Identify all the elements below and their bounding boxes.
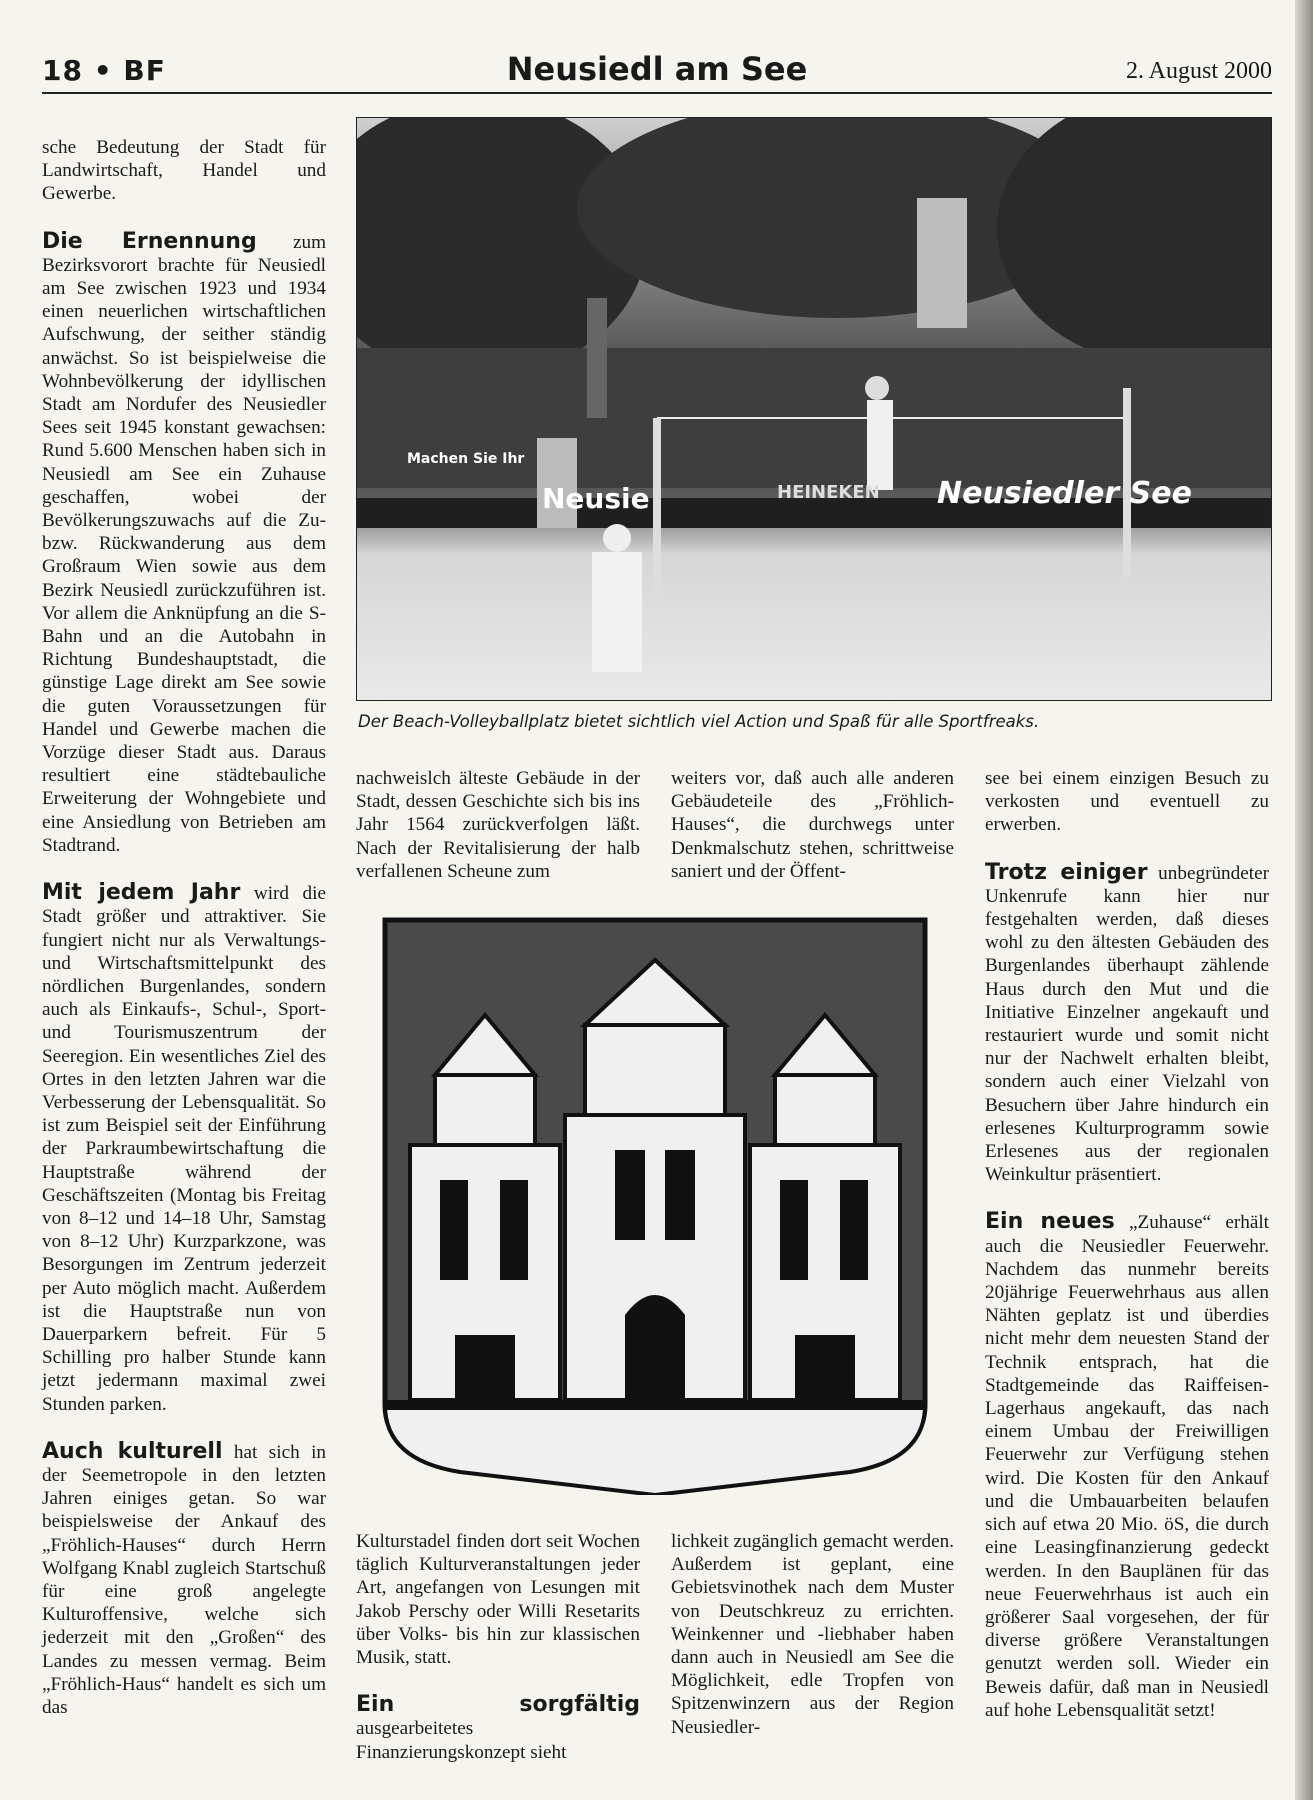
paragraph: Kulturstadel finden dort seit Wochen täglich Kulturveranstaltungen jeder Art, angefangen von Lesungen mit Jakob Perschy oder Willi Resetarits über Volks- bis hin zur klassischen Musik, statt. <box>356 1531 640 1669</box>
lead-in: Die Ernennung <box>42 228 257 254</box>
paragraph: sche Bedeutung der Stadt für Landwirtschaft, Handel und Gewerbe. <box>42 137 326 205</box>
section-title: Neusiedl am See <box>506 50 808 88</box>
sign-text-right: Neusiedler See <box>937 476 1192 511</box>
sign-text-left: Neusie <box>542 482 650 515</box>
column-2-top: nachweislch älteste Gebäude in der Stadt, dessen Geschichte sich bis ins Jahr 1564 zurückverfolgen läßt. Nach der Revitalisierung der halb verfallenen Scheune zum <box>356 768 640 882</box>
photo-caption: Der Beach-Volleyballplatz bietet sichtlich viel Action und Spaß für alle Sportfreaks. <box>358 712 1040 731</box>
paragraph: Trotz einiger unbegründeter Unkenrufe kann hier nur festgehalten werden, daß dieses wohl zu den ältesten Gebäuden des Burgenlandes überhaupt zählende Haus durch den Mut und die Initiative Einzelner angekauft und restauriert wurde und somit nicht nur der Nachwelt erhalten bleibt, sondern auch einer Vielzahl von Besuchern über Jahre hindurch ein erlesenes Kulturprogramm sowie Erlesenes aus der regionalen Weinkultur präsentiert. <box>985 859 1269 1186</box>
photo-illustration <box>357 118 1271 700</box>
paragraph: Ein neues „Zuhause“ erhält auch die Neusiedler Feuerwehr. Nachdem das nunmehr bereits 20jährige Feuerwehrhaus aus allen Nähten geplatz ist und überdies nicht mehr dem neuesten Stand der Technik entsprach, hat die Stadtgemeinde das Raiffeisen-Lagerhaus angekauft, das nach einem Umbau der Freiwilligen Feuerwehr zur Verfügung stehen wird. Die Kosten für den Ankauf und die Umbauarbeiten belaufen sich auf etwa 20 Mio. öS, die durch eine Leasingfinanzierung gedeckt werden. In den Bauplänen für das neue Feuerwehrhaus ist auch ein größerer Saal vorgesehen, der für diverse größere Veranstaltungen genutzt werden soll. Wieder ein Beweis dafür, daß man in Neusiedl auf hohe Lebensqualität setzt! <box>985 1209 1269 1721</box>
lead-in: Ein sorgfältig <box>356 1692 640 1718</box>
column-3-top: weiters vor, daß auch alle anderen Gebäudeteile des „Fröhlich-Hauses“, die durchwegs unter Denkmalschutz stehen, schrittweise saniert und der Öffent- <box>671 768 954 882</box>
column-3-bottom: lichkeit zugänglich gemacht werden. Außerdem ist geplant, eine Gebietsvinothek nach dem Muster von Deutschkreuz zu errichten. Weinkenner und -liebhaber haben dann auch in Neusiedl am See die Möglichkeit, edle Tropfen von Spitzenwinzern aus der Region Neusiedler- <box>671 1531 954 1738</box>
paragraph: Die Ernennung zum Bezirksvorort brachte für Neusiedl am See zwischen 1923 und 1934 einen neuerlichen wirtschaftlichen Aufschwung, der seither ständig anwächst. So ist beispielweise die Wohnbevölkerung der idyllischen Stadt am Nordufer des Neusiedler Sees seit 1945 konstant gewachsen: Rund 5.600 Menschen haben sich in Neusiedl am See ein Zuhause geschaffen, wobei der Bevölkerungszuwachs auf die Zu- bzw. Rückwanderung aus dem Großraum Wien sowie aus dem Bezirk Neusiedl zurückzuführen ist. Vor allem die Anknüpfung an die S-Bahn und an die Autobahn in Richtung Bundeshauptstadt, die günstige Lage direkt am See sowie die guten Voraussetzungen für Handel und Gewerbe machen die Vorzüge dieser Stadt aus. Daraus resultiert eine städtebauliche Erweiterung der Wohngebiete und eine Ansiedlung von Betrieben am Stadtrand. <box>42 228 326 856</box>
page-number: 18 • BF <box>42 54 166 87</box>
lead-in: Mit jedem Jahr <box>42 880 241 906</box>
sign-text-small: Machen Sie Ihr <box>407 451 525 467</box>
sign-text-mid: HEINEKEN <box>777 482 880 503</box>
paragraph: Mit jedem Jahr wird die Stadt größer und attraktiver. Sie fungiert nicht nur als Verwaltungs- und Wirtschaftsmittelpunkt des nördlichen Burgenlandes, sondern auch als Einkaufs-, Schul-, Sport- und Tourismuszentrum der Seeregion. Ein wesentliches Ziel des Ortes in den letzten Jahren war die Verbesserung der Lebensqualität. So ist zum Beispiel seit der Einführung der Parkraumbewirtschaftung die Hauptstraße während der Geschäftszeiten (Montag bis Freitag von 8–12 und 14–18 Uhr, Samstag von 8–12 Uhr) Kurzparkzone, was Besorgungen im Zentrum jederzeit per Auto möglich macht. Außerdem ist die Hauptstraße nun von Dauerparkern befreit. Für 5 Schilling pro halber Stunde kann jetzt jedermann maximal zwei Stunden parken. <box>42 880 326 1415</box>
paragraph: Auch kulturell hat sich in der Seemetropole in den letzten Jahren einiges getan. So war beispielsweise der Ankauf des „Fröhlich-Hauses“ durch Herrn Wolfgang Knabl zugleich Startschuß für eine groß angelegte Kulturoffensive, welche sich jederzeit mit den „Großen“ des Landes zu messen vermag. Beim „Fröhlich-Haus“ handelt es sich um das <box>42 1438 327 1718</box>
column-1 <box>42 136 326 1743</box>
lead-in: Auch kulturell <box>42 1438 223 1464</box>
coat-of-arms <box>380 915 930 1495</box>
lead-in: Ein neues <box>985 1209 1115 1235</box>
page-header <box>42 50 1272 94</box>
lead-in: Trotz einiger <box>985 859 1148 885</box>
paragraph: see bei einem einzigen Besuch zu verkosten und eventuell zu erwerben. <box>985 768 1269 836</box>
page-edge-shadow <box>1295 0 1313 1800</box>
column-4 <box>985 767 1269 1746</box>
issue-date: 2. August 2000 <box>1125 58 1272 84</box>
column-2-bottom <box>356 1530 640 1788</box>
paragraph: Ein sorgfältig ausgearbeitetes Finanzierungskonzept sieht <box>356 1692 640 1763</box>
crest-illustration <box>380 915 930 1495</box>
beach-volleyball-photo <box>356 117 1272 701</box>
